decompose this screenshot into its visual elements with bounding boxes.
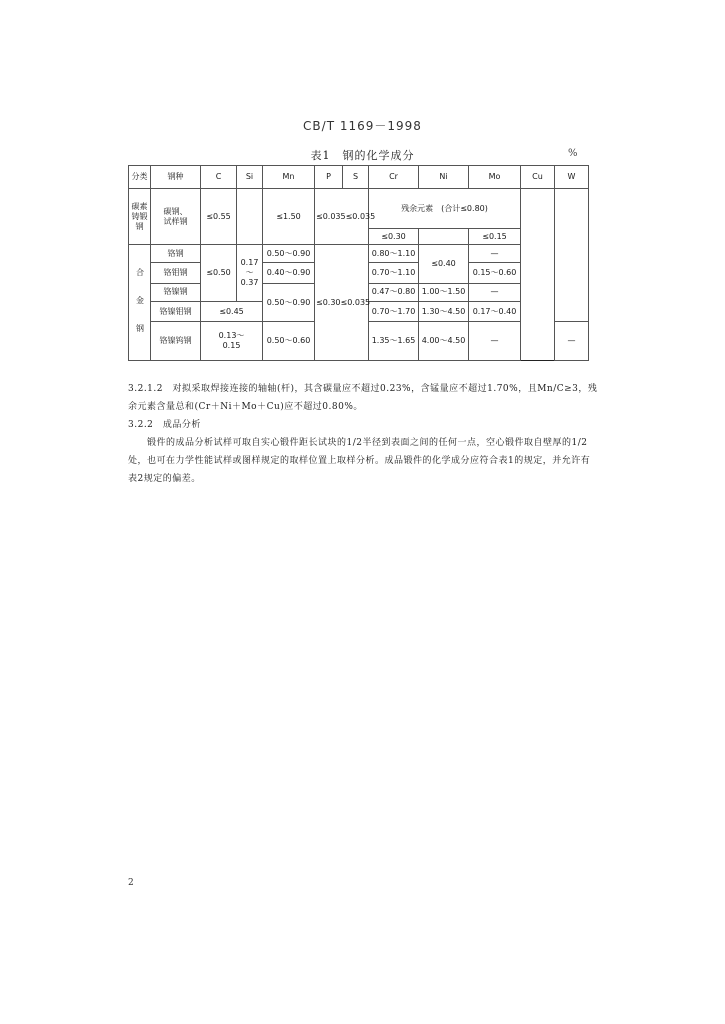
residual-elements: 残余元素 (合计≤0.80) bbox=[369, 188, 521, 229]
paragraph-3-2-2: 锻件的成品分析试样可取自实心锻件距长试块的1/2半径到表面之间的任何一点，空心锻件取自壁厚的1/2处，也可在力学性能试样或图样规定的取样位置上取样分析。成品锻件的化学成分应符合表1的规定，并允许有表2规定的偏差。 bbox=[128, 438, 591, 484]
carbon-c: ≤0.55 bbox=[201, 188, 237, 245]
group-alloy-steel: 合 金 钢 bbox=[129, 245, 151, 361]
mo-value: 0.15～0.60 bbox=[469, 263, 521, 283]
col-header-w: W bbox=[555, 166, 589, 189]
residual-ni bbox=[419, 229, 469, 245]
grade-name: 铬镍钢 bbox=[151, 283, 201, 301]
paragraph-3-2-1-2: 3.2.1.2 对拟采取焊接连接的轴轴(杆)，其含碳量应不超过0.23%，含锰量应不超过1.70%，且Mn/C≥3，残余元素含量总和(Cr＋Ni＋Mo＋Cu)应不超过0.80%。 bbox=[128, 384, 598, 412]
mn-value: 0.40～0.90 bbox=[263, 263, 315, 283]
w-blank bbox=[555, 188, 589, 322]
c-value: 0.13～ 0.15 bbox=[201, 322, 263, 361]
col-header-mn: Mn bbox=[263, 166, 315, 189]
carbon-p-s: ≤0.035≤0.035 bbox=[315, 188, 369, 245]
alloy-c: ≤0.50 bbox=[201, 245, 237, 302]
standard-code: CB/T 1169－1998 bbox=[303, 119, 422, 133]
mn-value: 0.50～0.90 bbox=[263, 283, 315, 322]
col-header-p: P bbox=[315, 166, 343, 189]
mn-value: 0.50～0.90 bbox=[263, 245, 315, 263]
chemical-composition-table bbox=[128, 165, 589, 361]
cr-value: 0.80～1.10 bbox=[369, 245, 419, 263]
cr-value: 0.70～1.10 bbox=[369, 263, 419, 283]
carbon-si bbox=[237, 188, 263, 245]
mn-value: 0.50～0.60 bbox=[263, 322, 315, 361]
ni-value: ≤0.40 bbox=[419, 245, 469, 284]
ni-value: 4.00～4.50 bbox=[419, 322, 469, 361]
col-header-grade: 钢种 bbox=[151, 166, 201, 189]
cr-value: 1.35～1.65 bbox=[369, 322, 419, 361]
mo-value: — bbox=[469, 283, 521, 301]
col-header-class: 分类 bbox=[129, 166, 151, 189]
grade-name: 铬镍钨钢 bbox=[151, 322, 201, 361]
grade-name: 铬镍钼钢 bbox=[151, 302, 201, 322]
residual-mo: ≤0.15 bbox=[469, 229, 521, 245]
col-header-cu: Cu bbox=[521, 166, 555, 189]
table-row bbox=[129, 188, 589, 229]
grade-carbon: 碳钢、 试样钢 bbox=[151, 188, 201, 245]
col-header-c: C bbox=[201, 166, 237, 189]
ni-value: 1.30～4.50 bbox=[419, 302, 469, 322]
col-header-cr: Cr bbox=[369, 166, 419, 189]
residual-cr: ≤0.30 bbox=[369, 229, 419, 245]
table-unit: % bbox=[568, 148, 578, 159]
cu-value: — bbox=[555, 322, 589, 361]
mo-value: — bbox=[469, 322, 521, 361]
col-header-si: Si bbox=[237, 166, 263, 189]
page-number: 2 bbox=[128, 878, 134, 888]
alloy-si: 0.17～ 0.37 bbox=[237, 245, 263, 302]
header-row bbox=[129, 166, 589, 189]
ni-value: 1.00～1.50 bbox=[419, 283, 469, 301]
col-header-ni: Ni bbox=[419, 166, 469, 189]
mo-value: — bbox=[469, 245, 521, 263]
table-title: 表1 钢的化学成分 bbox=[310, 149, 415, 162]
group-carbon-steel: 碳素 铸锻 钢 bbox=[129, 188, 151, 245]
col-header-s: S bbox=[343, 166, 369, 189]
alloy-p-s: ≤0.30≤0.035 bbox=[315, 245, 369, 361]
grade-name: 铬钢 bbox=[151, 245, 201, 263]
carbon-mn: ≤1.50 bbox=[263, 188, 315, 245]
cu-blank bbox=[521, 188, 555, 360]
col-header-mo: Mo bbox=[469, 166, 521, 189]
grade-name: 铬钼钢 bbox=[151, 263, 201, 283]
section-heading-3-2-2: 3.2.2 成品分析 bbox=[128, 420, 201, 430]
c-value: ≤0.45 bbox=[201, 302, 263, 322]
cr-value: 0.70～1.70 bbox=[369, 302, 419, 322]
mo-value: 0.17～0.40 bbox=[469, 302, 521, 322]
table-row bbox=[129, 245, 589, 263]
cr-value: 0.47～0.80 bbox=[369, 283, 419, 301]
